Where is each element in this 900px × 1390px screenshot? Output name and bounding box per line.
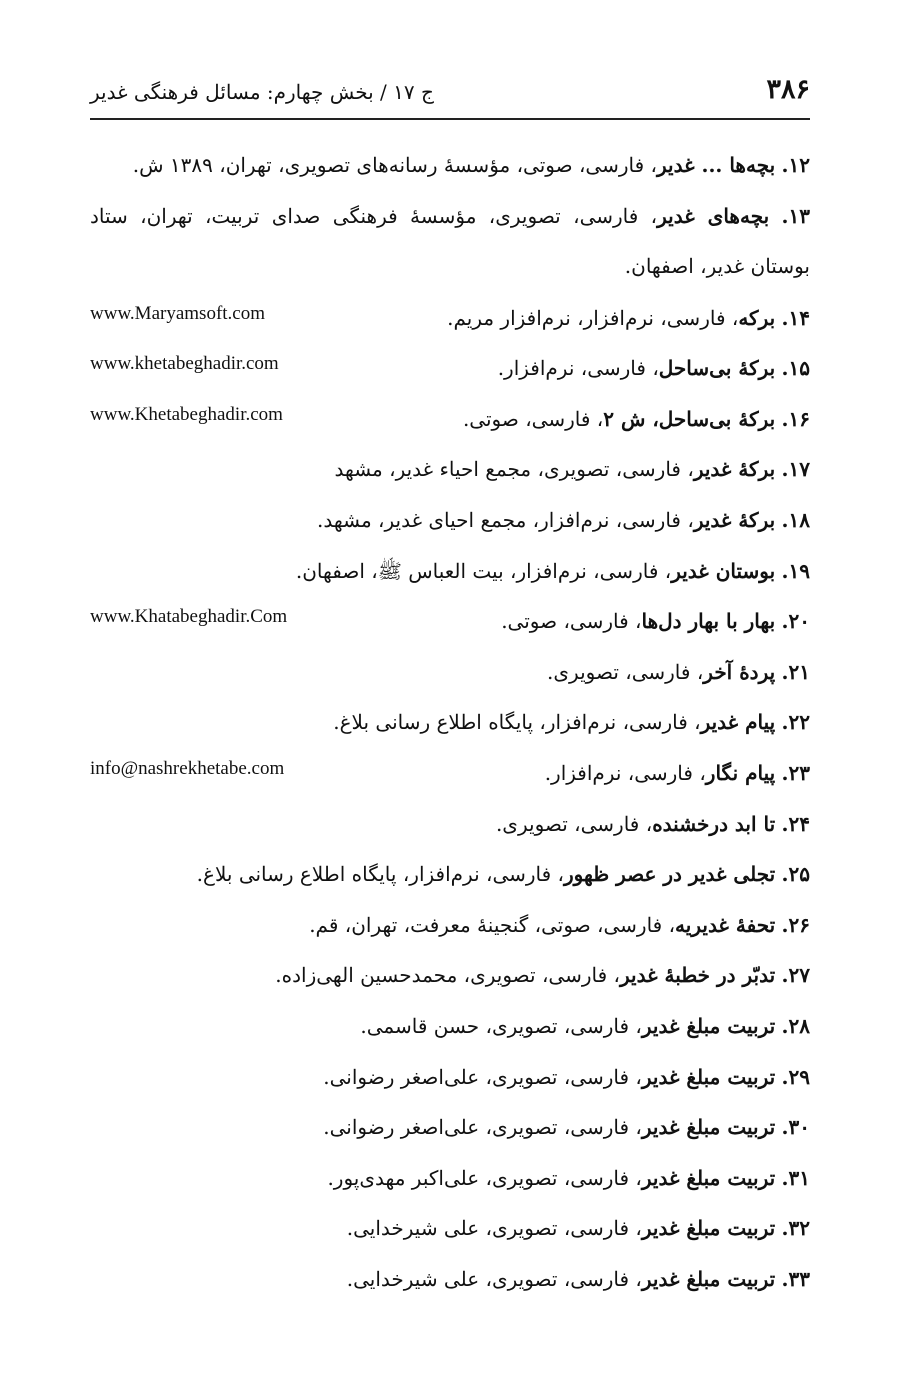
entry-number: ۱۸. [781,507,810,532]
entry-title: پردهٔ آخر [703,659,776,684]
entry-title: برکهٔ بی‌ساحل، ش ۲ [603,406,776,431]
entry-title: تربیت مبلغ غدیر [641,1013,776,1038]
entry-number: ۲۰. [781,609,810,634]
list-item [90,1052,810,1103]
list-item [90,546,810,597]
entry-details: ، فارسی، نرم‌افزار، پایگاه اطلاع رسانی بلاغ. [196,862,564,887]
entry-title: پیام نگار [705,760,776,785]
list-item [90,1153,810,1204]
entry-details: ، فارسی، صوتی، مؤسسهٔ رسانه‌های تصویری، تهران، ۱۳۸۹ ش. [132,153,657,177]
entry-details: ، فارسی، نرم‌افزار. [497,356,659,381]
page-header [90,70,810,114]
list-item [90,191,810,293]
entry-details: ، فارسی، صوتی. [462,406,604,431]
entry-details: ، فارسی، تصویری، حسن قاسمی. [360,1013,642,1038]
entry-number: ۱۶. [781,406,810,431]
entry-title: تجلی غدیر در عصر ظهور [564,862,776,887]
list-item [90,799,810,850]
entry-number: ۲۵. [781,862,810,887]
entry-details: ، فارسی، تصویری، علی‌اصغر رضوانی. [323,1064,642,1089]
entry-number: ۱۵. [781,356,810,381]
entry-number: ۲۶. [781,912,810,937]
entry-number: ۱۴. [781,305,810,330]
list-item [90,1254,810,1305]
entry-number: ۳۳. [781,1266,810,1291]
entry-title: تربیت مبلغ غدیر [641,1064,776,1089]
list-item [90,1102,810,1153]
list-item [90,444,810,495]
entry-number: ۳۲. [781,1216,810,1241]
entry-details: ، فارسی، تصویری. [495,811,653,836]
entry-details: ، فارسی، تصویری، مؤسسهٔ فرهنگی صدای تربیت، تهران، ستاد بوستان غدیر، اصفهان. [90,203,810,278]
entry-title: تربیت مبلغ غدیر [641,1266,776,1291]
list-item [90,343,810,394]
list-item [90,495,810,546]
entry-url: www.khetabeghadir.com [90,353,279,375]
entry-title: تحفهٔ غدیریه [675,912,776,937]
entry-details: ، فارسی، تصویری، محمدحسین الهی‌زاده. [275,963,620,988]
entry-number: ۲۳. [781,760,810,785]
entry-details: ، فارسی، تصویری. [547,659,704,684]
entry-title: برکهٔ بی‌ساحل [658,356,776,381]
entry-url: www.Khatabeghadir.Com [90,606,288,628]
entry-number: ۱۷. [781,457,810,482]
entry-title: بهار با بهار دل‌ها [641,609,776,634]
entry-title: تربیت مبلغ غدیر [641,1115,776,1140]
entry-details: ، فارسی، نرم‌افزار، پایگاه اطلاع رسانی بلاغ. [333,710,701,735]
entry-details: ، فارسی، تصویری، مجمع احیاء غدیر، مشهد [334,457,694,482]
entry-number: ۲۷. [781,963,810,988]
list-item [90,748,810,799]
entry-number: ۱۹. [781,558,810,583]
page-number: ۳۸۶ [766,74,810,105]
entry-url: www.Maryamsoft.com [90,302,266,324]
entry-details: ، فارسی، نرم‌افزار، نرم‌افزار مریم. [447,305,739,330]
entry-details: ، فارسی، تصویری، علی‌اکبر مهدی‌پور. [327,1165,642,1190]
entry-number: ۱۳. [781,203,810,228]
list-item [90,293,810,344]
list-item [90,849,810,900]
entry-details: ، فارسی، نرم‌افزار، بیت العباس ﷺ، اصفهان. [295,558,672,583]
entry-number: ۲۱. [781,659,810,684]
entry-number: ۲۹. [781,1064,810,1089]
entry-details: ، فارسی، تصویری، علی شیرخدایی. [346,1266,642,1291]
entry-number: ۱۲. [781,153,810,177]
list-item [90,900,810,951]
entry-number: ۳۱. [781,1165,810,1190]
entry-details: ، فارسی، نرم‌افزار. [544,760,706,785]
list-item [90,1203,810,1254]
entry-title: تربیت مبلغ غدیر [641,1165,776,1190]
list-item [90,647,810,698]
header-divider [90,118,810,120]
entry-details: ، فارسی، تصویری، علی شیرخدایی. [346,1216,642,1241]
list-item [90,140,810,191]
entry-title: تربیت مبلغ غدیر [641,1216,776,1241]
list-item [90,950,810,1001]
entry-number: ۳۰. [781,1115,810,1140]
entry-title: بچه‌ها ... غدیر [656,153,776,177]
entry-title: برکهٔ غدیر [693,457,776,482]
list-item [90,1001,810,1052]
entry-details: ، فارسی، تصویری، علی‌اصغر رضوانی. [323,1115,642,1140]
list-item [90,697,810,748]
entry-number: ۲۴. [781,811,810,836]
entry-title: بچه‌های غدیر [657,203,770,228]
running-title: ج ۱۷ / بخش چهارم: مسائل فرهنگی غدیر [90,80,434,104]
entry-title: تدبّر در خطبهٔ غدیر [619,963,776,988]
entry-title: تا ابد درخشنده [652,811,776,836]
entry-list [90,140,810,1304]
entry-url: info@nashrekhetabe.com [90,757,285,779]
entry-title: پیام غدیر [700,710,776,735]
entry-details: ، فارسی، صوتی، گنجینهٔ معرفت، تهران، قم. [309,912,676,937]
entry-details: ، فارسی، نرم‌افزار، مجمع احیای غدیر، مشهد. [317,507,694,532]
list-item [90,394,810,445]
list-item [90,596,810,647]
entry-title: برکهٔ غدیر [693,507,776,532]
entry-number: ۲۸. [781,1013,810,1038]
entry-url: www.Khetabeghadir.com [90,403,283,425]
entry-title: بوستان غدیر [671,558,776,583]
entry-number: ۲۲. [781,710,810,735]
entry-title: برکه [738,305,776,330]
entry-details: ، فارسی، صوتی. [501,609,642,634]
